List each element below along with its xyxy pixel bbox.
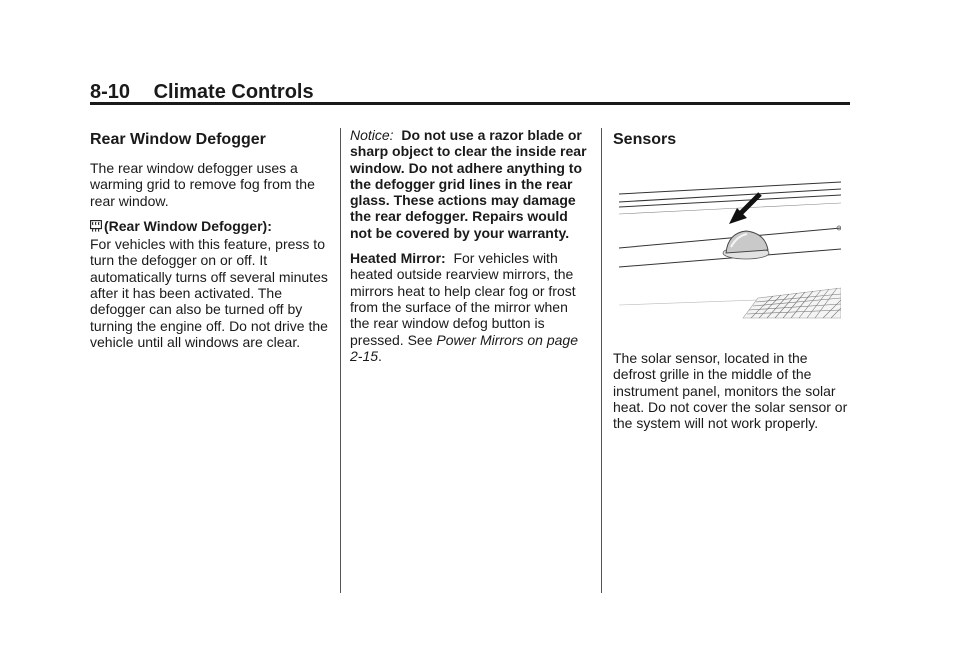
header-rule (90, 102, 850, 105)
column-1 (90, 124, 330, 359)
rear-defogger-button-paragraph (90, 218, 330, 350)
rear-defog-icon (90, 220, 102, 236)
pointer-arrow-icon (729, 194, 760, 224)
section-title: Climate Controls (153, 81, 314, 103)
rear-defogger-heading: Rear Window Defogger (90, 131, 266, 148)
notice-text: Do not use a razor blade or sharp object to clear the inside rear window. Do not adhere anything to the defogger grid lines in the rear glass. These actions may damage the rear defogger. Repairs would not be covered by your warranty. (350, 127, 587, 241)
defrost-grille (743, 288, 841, 318)
heated-mirror-paragraph (350, 250, 590, 364)
page-header (90, 80, 850, 104)
heated-mirror-label: Heated Mirror: (350, 250, 446, 267)
notice-paragraph (350, 127, 590, 241)
column-2 (350, 127, 590, 373)
page-number: 8-10 (90, 81, 131, 103)
sensors-heading: Sensors (613, 131, 677, 148)
defog-label: (Rear Window Defogger): (104, 217, 272, 234)
solar-sensor-text: The solar sensor, located in the defrost grille in the middle of the instrument panel, monitors the solar heat. Do not cover the solar sensor or the system will not work properly. (613, 350, 848, 432)
power-mirrors-reference[interactable]: Power Mirrors on page 2-15 (350, 331, 579, 364)
column-divider-2 (601, 128, 602, 593)
column-3 (613, 124, 853, 440)
column-divider-1 (340, 128, 341, 593)
heated-mirror-text: For vehicles with heated outside rearview mirrors, the mirrors heat to help clear fog or frost from the surface of the mirror when the rear window defog button is pressed. See (350, 250, 576, 348)
notice-label: Notice: (350, 127, 394, 143)
heated-mirror-end: . (378, 347, 382, 364)
defog-body: For vehicles with this feature, press to turn the defogger on or off. It automatically turns off several minutes after it has been activated. The defogger can also be turned off by turning the engine off. Do not drive the vehicle until all windows are clear. (90, 236, 328, 350)
rear-defogger-intro: The rear window defogger uses a warming grid to remove fog from the rear window. (90, 160, 315, 209)
solar-sensor-illustration (613, 170, 841, 322)
